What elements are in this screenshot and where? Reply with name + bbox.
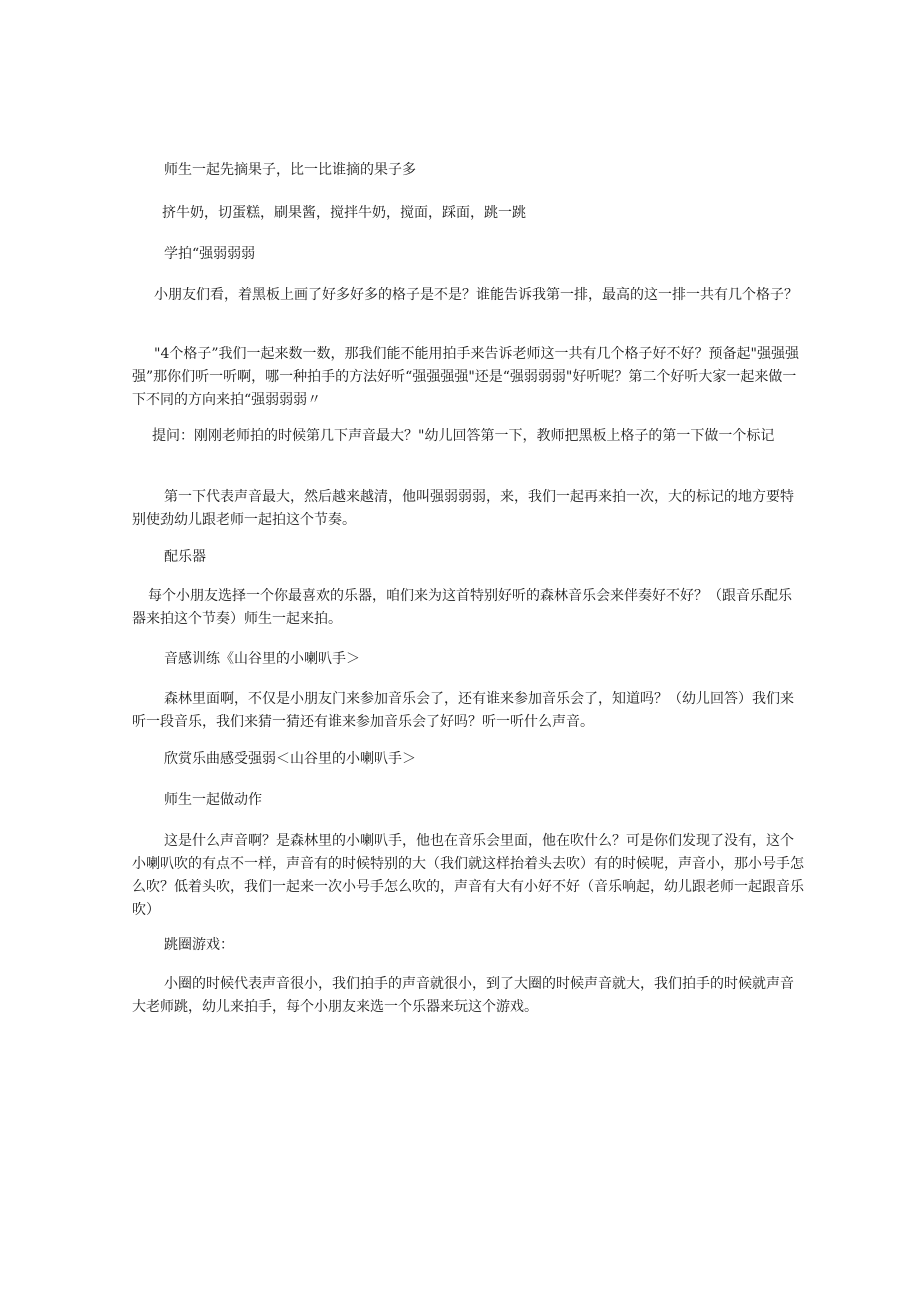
paragraph-sound-training-heading: 音感训练《山谷里的小喇叭手＞ [164,651,360,667]
paragraph-four-grids: "4个格子”我们一起来数一数，那我们能不能用拍手来告诉老师这一共有几个格子好不好？预备起"强强强强”那你们听一听啊，哪一种拍手的方法好听“强强强强"还是“强弱弱弱"好听呢？第二个好听大家一起来做一下不同的方向来拍“强弱弱弱〃 [132,346,799,408]
paragraph-learn-clapping-heading: 学拍“强弱弱弱 [164,246,256,262]
paragraph-actions-heading: 师生一起做动作 [164,792,262,808]
paragraph-question-loudest: 提问：刚刚老师拍的时候第几下声音最大？"幼儿回答第一下，教师把黑板上格子的第一下做一个标记 [152,428,775,444]
paragraph-trumpeter: 这是什么声音啊？是森林里的小喇叭手，他也在音乐会里面，他在吹什么？可是你们发现了没有，这个小喇叭吹的有点不一样，声音有的时候特别的大（我们就这样抬着头去吹）有的时候呢，声音小，那小号手怎么吹？低着头吹，我们一起来一次小号手怎么吹的，声音有大有小好不好（音乐响起，幼儿跟老师一起跟音乐吹） [132,833,804,918]
paragraph-choose-instrument: 每个小朋友选择一个你最喜欢的乐器，咱们来为这首特别好听的森林音乐会来伴奏好不好？（跟音乐配乐器来拍这个节奏）师生一起来拍。 [132,588,792,627]
paragraph-instruments-heading: 配乐器 [164,549,206,565]
paragraph-actions-list: 挤牛奶，切蛋糕，刷果酱，搅拌牛奶，搅面，踩面，跳一跳 [162,205,526,221]
paragraph-appreciation-heading: 欣赏乐曲感受强弱＜山谷里的小喇叭手＞ [164,751,416,767]
paragraph-count-grids: 小朋友们看，着黑板上画了好多好多的格子是不是？谁能告诉我第一排，最高的这一排一共有几个格子？ [154,287,798,303]
paragraph-first-beat: 第一下代表声音最大，然后越来越清，他叫强弱弱弱，来，我们一起再来拍一次，大的标记的地方要特别使劲幼儿跟老师一起拍这个节奏。 [132,489,794,528]
paragraph-pick-fruit: 师生一起先摘果子，比一比谁摘的果子多 [164,162,416,178]
paragraph-hoop-game: 小圈的时候代表声音很小，我们拍手的声音就很小，到了大圈的时候声音就大，我们拍手的时候就声音大老师跳，幼儿来拍手，每个小朋友来选一个乐器来玩这个游戏。 [132,976,794,1015]
paragraph-forest-concert: 森林里面啊，不仅是小朋友门来参加音乐会了，还有谁来参加音乐会了，知道吗？（幼儿回答）我们来听一段音乐，我们来猜一猜还有谁来参加音乐会了好吗？听一听什么声音。 [132,691,794,730]
paragraph-hoop-game-heading: 跳圈游戏： [164,937,234,953]
